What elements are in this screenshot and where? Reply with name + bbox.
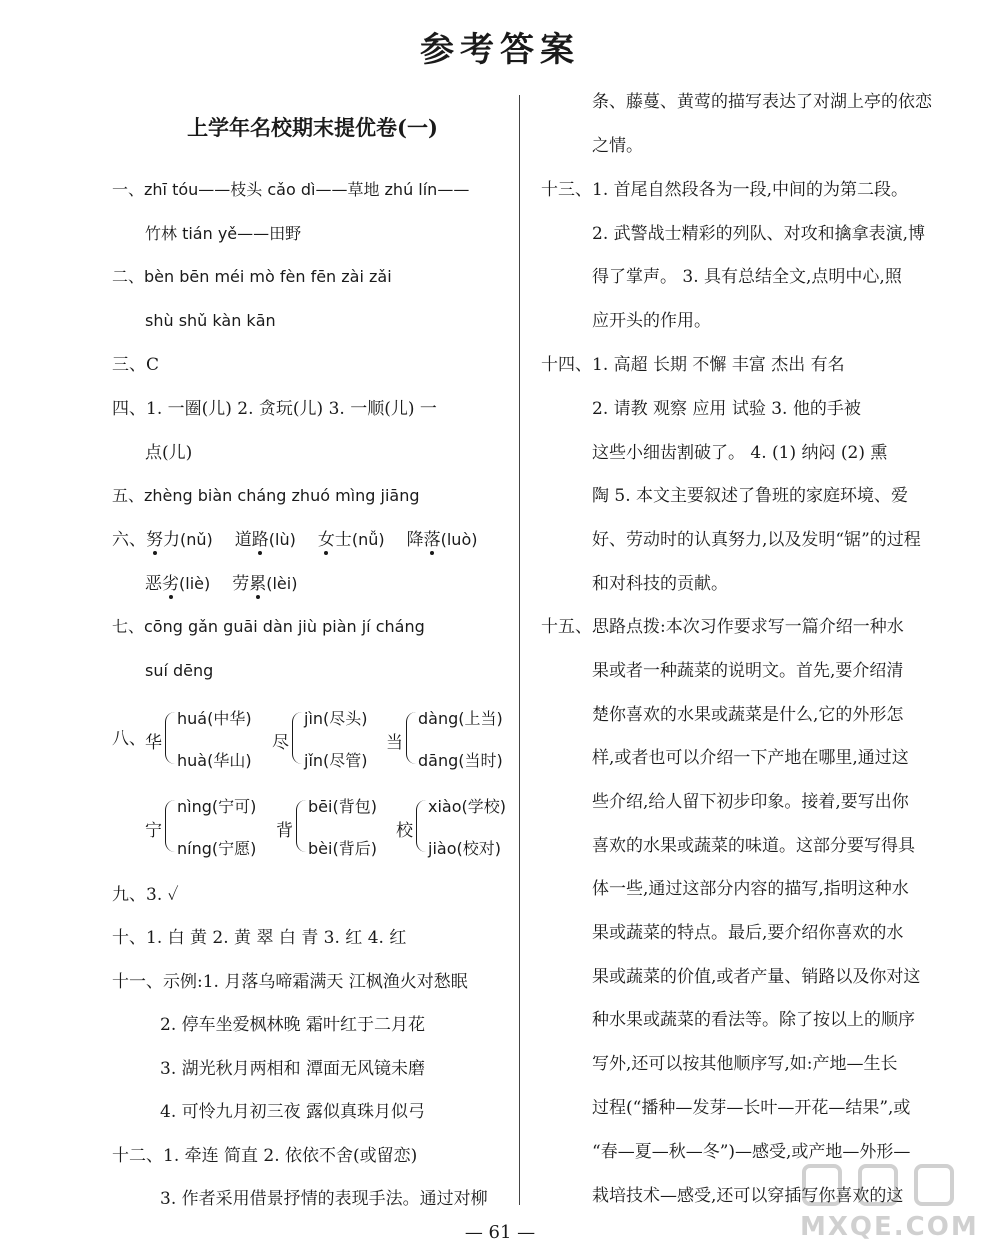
answer-right-line: 果或蔬菜的价值,或者产量、销路以及你对这	[592, 967, 921, 987]
q6-prefix: 六、	[112, 530, 146, 550]
answer-right-line: 果或蔬菜的特点。最后,要介绍你喜欢的水	[592, 923, 904, 943]
q6-char: 劳	[232, 574, 250, 594]
q8-reading: dāng(当时)	[418, 751, 503, 770]
answer-right-line: 些介绍,给人留下初步印象。接着,要写出你	[592, 792, 909, 812]
q8-head-char: 当	[386, 733, 403, 753]
answer-right-line: 2. 请教 观察 应用 试验 3. 他的手被	[592, 399, 861, 419]
q6-dot-char: 落	[423, 530, 441, 550]
answer-right-line: 种水果或蔬菜的看法等。除了按以上的顺序	[592, 1010, 915, 1030]
answer-q12-line1: 十二、1. 牵连 简直 2. 依依不舍(或留恋)	[112, 1146, 418, 1166]
answer-right-line: “春—夏—秋—冬”)—感受,或产地—外形—	[592, 1142, 911, 1162]
q6-dot-char: 努	[146, 530, 163, 550]
q8-head-char: 校	[396, 821, 413, 841]
q8-head-char: 背	[276, 821, 293, 841]
answer-q13-line: 十三、1. 首尾自然段各为一段,中间的为第二段。	[541, 180, 909, 200]
answer-q4-line1: 四、1. 一圈(儿) 2. 贪玩(儿) 3. 一顺(儿) 一	[112, 399, 437, 419]
q8-reading: nìng(宁可)	[177, 797, 257, 816]
q6-pinyin: (liè)	[179, 574, 211, 593]
answer-right-line: 写外,还可以按其他顺序写,如:产地—生长	[592, 1054, 898, 1074]
q8-reading: jìn(尽头)	[304, 709, 368, 728]
answer-right-line: 楚你喜欢的水果或蔬菜是什么,它的外形怎	[592, 705, 904, 725]
watermark	[800, 1160, 980, 1250]
q6-char: 道	[234, 530, 252, 550]
watermark-logo-icon	[800, 1160, 960, 1210]
q8-head-char: 宁	[145, 821, 162, 841]
answer-q5: 五、zhèng biàn cháng zhuó mìng jiāng	[112, 486, 420, 505]
answer-right-line: 栽培技术—感受,还可以穿插写你喜欢的这	[592, 1186, 904, 1206]
answer-q3: 三、C	[112, 355, 160, 375]
answer-q12-line2: 3. 作者采用借景抒情的表现手法。通过对柳	[160, 1189, 488, 1209]
q6-dot-char: 女	[317, 530, 335, 550]
q8-reading: xiào(学校)	[428, 797, 506, 816]
q8-head-char: 尽	[272, 733, 289, 753]
brace-icon	[406, 712, 417, 764]
answer-right-line: 应开头的作用。	[592, 311, 711, 331]
answer-q6-line1	[112, 528, 477, 552]
answer-right-line: 过程(“播种—发芽—长叶—开花—结果”,或	[592, 1098, 911, 1118]
q6-char: 降	[406, 530, 424, 550]
answer-q11-line1: 十一、示例:1. 月落乌啼霜满天 江枫渔火对愁眠	[112, 972, 468, 992]
answer-right-line: 陶 5. 本文主要叙述了鲁班的家庭环境、爱	[592, 486, 909, 506]
answer-right-line: 样,或者也可以介绍一下产地在哪里,通过这	[592, 748, 909, 768]
answer-q11-line4: 4. 可怜九月初三夜 露似真珠月似弓	[160, 1102, 426, 1122]
page-number: — 61 —	[464, 1222, 536, 1243]
q8-reading: huá(中华)	[177, 709, 252, 728]
q6-dot-char: 累	[249, 574, 267, 594]
q8-reading: jǐn(尽管)	[304, 751, 368, 770]
q6-dot-char: 路	[251, 530, 269, 550]
answer-q15-line: 十五、思路点拨:本次习作要求写一篇介绍一种水	[541, 617, 904, 637]
answer-right-line: 和对科技的贡献。	[592, 574, 728, 594]
answer-right-line: 果或者一种蔬菜的说明文。首先,要介绍清	[592, 661, 904, 681]
brace-icon	[416, 800, 427, 852]
answer-right-line: 体一些,通过这部分内容的描写,指明这种水	[592, 879, 909, 899]
section-title: 上学年名校期末提优卷(一)	[187, 115, 438, 140]
q6-char: 力	[163, 530, 180, 550]
answer-q11-line2: 2. 停车坐爱枫林晚 霜叶红于二月花	[160, 1015, 426, 1035]
brace-icon	[165, 800, 176, 852]
q6-pinyin: (lèi)	[266, 574, 298, 593]
answer-q4-line2: 点(儿)	[145, 443, 193, 463]
answer-q14-line: 十四、1. 高超 长期 不懈 丰富 杰出 有名	[541, 355, 845, 375]
answer-right-line: 好、劳动时的认真努力,以及发明“锯”的过程	[592, 530, 921, 550]
q8-head-char: 华	[145, 733, 162, 753]
column-divider	[519, 95, 520, 1205]
answer-q2-line1: 二、bèn bēn méi mò fèn fēn zài zǎi	[112, 267, 392, 286]
answer-right-line: 之情。	[592, 136, 643, 156]
brace-icon	[165, 712, 176, 764]
answer-q9: 九、3. ✓	[112, 885, 179, 905]
q6-char: 士	[334, 530, 352, 550]
answer-q7-line1: 七、cōng gǎn guāi dàn jiù piàn jí cháng	[112, 617, 425, 636]
q8-reading: bèi(背后)	[308, 839, 377, 858]
q8-reading: níng(宁愿)	[177, 839, 257, 858]
q6-char: 恶	[145, 574, 162, 594]
answer-q1-line1: 一、zhī tóu——枝头 cǎo dì——草地 zhú lín——	[112, 180, 470, 199]
answer-right-line: 条、藤蔓、黄莺的描写表达了对湖上亭的依恋	[592, 92, 932, 112]
answer-right-line: 2. 武警战士精彩的列队、对攻和擒拿表演,博	[592, 224, 926, 244]
page-title: 参考答案	[420, 30, 580, 70]
brace-icon	[296, 800, 307, 852]
q6-dot-char: 劣	[162, 574, 179, 594]
answer-right-line: 喜欢的水果或蔬菜的味道。这部分要写得具	[592, 836, 915, 856]
answer-q10: 十、1. 白 黄 2. 黄 翠 白 青 3. 红 4. 红	[112, 928, 407, 948]
q8-reading: jiào(校对)	[428, 839, 501, 858]
answer-q1-line2: 竹林 tián yě——田野	[145, 224, 302, 243]
watermark-text: MXQE.COM	[800, 1212, 979, 1242]
q6-pinyin: (nǔ)	[180, 530, 213, 549]
q6-pinyin: (lù)	[268, 530, 296, 549]
q6-pinyin: (luò)	[440, 530, 478, 549]
answer-q7-line2: suí dēng	[145, 661, 214, 680]
answer-q2-line2: shù shǔ kàn kān	[145, 311, 276, 330]
q8-reading: huà(华山)	[177, 751, 252, 770]
brace-icon	[292, 712, 303, 764]
q6-pinyin: (nǚ)	[351, 530, 385, 549]
q8-reading: dàng(上当)	[418, 709, 503, 728]
answer-right-line: 这些小细齿割破了。 4. (1) 纳闷 (2) 熏	[592, 443, 888, 463]
q8-prefix: 八、	[112, 729, 146, 749]
answer-q11-line3: 3. 湖光秋月两相和 潭面无风镜未磨	[160, 1059, 426, 1079]
answer-q6-line2	[145, 572, 297, 596]
answer-right-line: 得了掌声。 3. 具有总结全文,点明中心,照	[592, 267, 902, 287]
q8-reading: bēi(背包)	[308, 797, 377, 816]
